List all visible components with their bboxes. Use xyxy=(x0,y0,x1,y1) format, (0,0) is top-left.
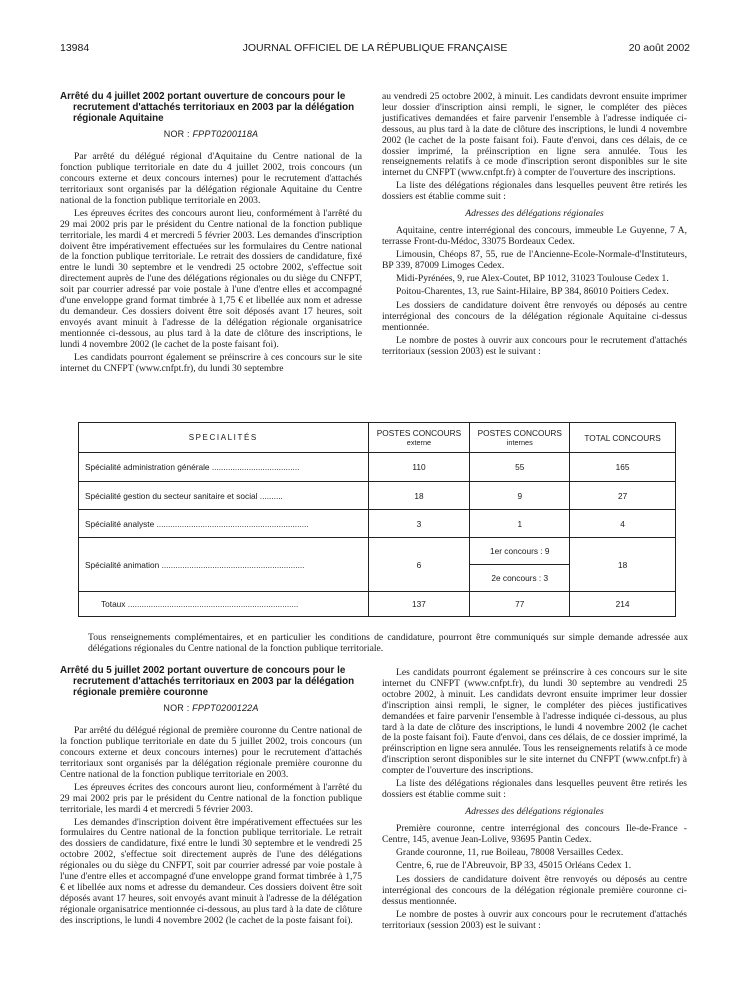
address-item: Limousin, Chéops 87, 55, rue de l'Ancienne-Ecole-Normale-d'Instituteurs, BP 339, 87009 Limoges Cedex. xyxy=(382,248,687,271)
row-label: Spécialité analyste .................................................................. xyxy=(79,510,369,538)
table-totals-row xyxy=(79,592,676,617)
row-label: Spécialité animation .............................................................. xyxy=(79,538,369,592)
address-item: Centre, 6, rue de l'Abreuvoir, BP 33, 45015 Orléans Cedex 1. xyxy=(396,859,632,871)
posts-table xyxy=(78,422,676,617)
article2-title: Arrêté du 5 juillet 2002 portant ouverture de concours pour le recrutement d'attachés territoriaux en 2003 par la délégation régionale première couronne xyxy=(60,665,355,698)
cell-externe: 18 xyxy=(368,482,470,510)
address-item: Aquitaine, centre interrégional des concours, immeuble Le Guyenne, 7 A, terrasse Front-du-Médoc, 33075 Bordeaux Cedex. xyxy=(382,224,687,247)
address-item: Poitou-Charentes, 13, rue Saint-Hilaire, BP 384, 86010 Poitiers Cedex. xyxy=(396,285,669,297)
address-item: Grande couronne, 11, rue Boileau, 78008 Versailles Cedex. xyxy=(396,846,624,858)
cell-externe: 6 xyxy=(368,538,470,592)
header-externe-label: POSTES CONCOURS xyxy=(376,427,462,438)
table-row xyxy=(79,482,676,510)
article2-paragraph: Le nombre de postes à ouvrir aux concours pour le recrutement d'attachés territoriaux (session 2003) est le suivant : xyxy=(382,909,687,932)
article1-column-right xyxy=(382,92,687,360)
article1-paragraph: Les épreuves écrites des concours auront lieu, conformément à l'arrêté du 29 mai 2002 pris par le président du Centre national de la fonction publique territoriale, les mardi 4 et mercredi 5 février 2003. Les demandes d'inscription doivent être impérativement effectuées sur les formulaires du Centre national de la fonction publique territoriale. Le retrait des dossiers de candidature, fixé entre le lundi 30 septembre et le vendredi 25 octobre 2002, s'effectue soit directement auprès de l'une des délégations régionales ou du siège du CNFPT, soit par courrier adressé par voie postale à l'une d'entre elles et accompagné d'une enveloppe grand format timbrée à 1,75 € et libellée aux nom et adresse du demandeur. Ces dossiers doivent être soit déposés avant 17 heures, soit envoyés avant minuit à l'adresse de la délégation régionale organisatrice mentionnée ci-dessous, au plus tard à la date de clôture des inscriptions, le lundi 4 novembre 2002 (le cachet de la poste faisant foi). xyxy=(60,207,362,350)
article1-paragraph: Le nombre de postes à ouvrir aux concours pour le recrutement d'attachés territoriaux (session 2003) est le suivant : xyxy=(382,335,687,358)
table-row xyxy=(79,510,676,538)
article1-title: Arrêté du 4 juillet 2002 portant ouverture de concours pour le recrutement d'attachés territoriaux en 2003 par la délégation régionale Aquitaine xyxy=(60,91,355,124)
header-externe-sub: externe xyxy=(406,437,432,447)
cell-total: 4 xyxy=(570,510,676,538)
cell-total: 214 xyxy=(570,592,676,617)
article2-paragraph: Les dossiers de candidature doivent être renvoyés ou déposés au centre interrégional des concours de la délégation régionale première couronne ci-dessus mentionnée. xyxy=(382,874,687,908)
cell-internes: 77 xyxy=(470,592,570,617)
article2-paragraph: Par arrêté du délégué régional de première couronne du Centre national de la fonction publique territoriale en date du 5 juillet 2002, trois concours (un concours externe et deux concours internes) pour le recrutement d'attachés territoriaux sont organisés par la délégation régionale première couronne du Centre national de la fonction publique territoriale en 2003. xyxy=(60,725,362,780)
cell-internes: 55 xyxy=(470,453,570,482)
header-externe xyxy=(368,423,470,453)
article1-paragraph: La liste des délégations régionales dans lesquelles peuvent être retirés les dossiers est établie comme suit : xyxy=(382,180,687,203)
cell-total: 18 xyxy=(570,538,676,592)
nor-label: NOR : xyxy=(163,703,190,714)
article1-paragraph: Les candidats pourront également se préinscrire à ces concours sur le site internet du CNFPT (www.cnfpt.fr), du lundi 30 septembre xyxy=(60,351,362,374)
article1-paragraph: Par arrêté du délégué régional d'Aquitaine du Centre national de la fonction publique territoriale en date du 4 juillet 2002, trois concours (un concours externe et deux concours internes) pour le recrutement d'attachés territoriaux sont organisés par la délégation régionale Aquitaine du Centre national de la fonction publique territoriale en 2003. xyxy=(60,151,362,206)
nor-code: FPPT0200118A xyxy=(192,129,259,140)
header-internes-label: POSTES CONCOURS xyxy=(477,427,562,438)
cell-internes: 9 xyxy=(470,482,570,510)
article2-paragraph: Les épreuves écrites des concours auront lieu, conformément à l'arrêté du 29 mai 2002 pris par le président du Centre national de la fonction publique territoriale, les mardi 4 et mercredi 5 février 2003. xyxy=(60,781,362,815)
nor-code: FPPT0200122A xyxy=(192,703,259,714)
header-internes xyxy=(470,423,570,453)
row-label-text: Spécialité analyste xyxy=(85,518,155,529)
row-label-text: Spécialité gestion du secteur sanitaire et social xyxy=(85,490,258,501)
cell-internes: 1 xyxy=(470,510,570,538)
article2-nor xyxy=(60,703,362,714)
cell-total: 165 xyxy=(570,453,676,482)
article2-paragraph: Les candidats pourront également se préinscrire à ces concours sur le site internet du CNFPT (www.cnfpt.fr), du lundi 30 septembre au vendredi 25 octobre 2002, à minuit. Les candidats devront ensuite imprimer leur dossier d'inscription ainsi rempli, le signer, le compléter des pièces justificatives demandées et faire parvenir l'ensemble à l'adresse indiquée ci-dessous, au plus tard à la date de clôture des inscriptions, le lundi 4 novembre 2002 (le cachet de la poste faisant foi). Faute d'envoi, dans ces délais, de ce dossier imprimé, la préinscription en ligne sera annulée. Tous les renseignements relatifs à ce mode d'inscription seront disponibles sur le site internet du CNFPT (www.cnfpt.fr) à compter de l'ouverture des inscriptions. xyxy=(382,667,687,777)
row-label: Spécialité administration générale ...................................... xyxy=(79,453,369,482)
address-item: Première couronne, centre interrégional des concours Ile-de-France - Centre, 145, avenue Jean-Lolive, 93695 Pantin Cedex. xyxy=(382,822,687,845)
article1-paragraph: au vendredi 25 octobre 2002, à minuit. Les candidats devront ensuite imprimer leur dossier d'inscription ainsi rempli, le signer, le compléter des pièces justificatives demandées et faire parvenir l'ensemble à l'adresse indiquée ci-dessous, au plus tard à la date de clôture des inscriptions, le lundi 4 novembre 2002 (le cachet de la poste faisant foi). Faute d'envoi, dans ces délais, de ce dossier imprimé, la préinscription en ligne sera annulée. Tous les renseignements relatifs à ce mode d'inscription seront disponibles sur le site internet du CNFPT (www.cnfpt.fr) à compter de l'ouverture des inscriptions. xyxy=(382,91,687,179)
address-item: Midi-Pyrénées, 9, rue Alex-Coutet, BP 1012, 31023 Toulouse Cedex 1. xyxy=(396,272,669,284)
page-header xyxy=(60,42,690,58)
addresses-heading: Adresses des délégations régionales xyxy=(465,208,604,220)
table-header-row xyxy=(79,423,676,453)
row-label-text: Totaux xyxy=(101,599,126,609)
nor-label: NOR : xyxy=(163,129,190,140)
row-label: Spécialité gestion du secteur sanitaire et social .......... xyxy=(79,482,369,510)
row-label: Totaux .......................................................................... xyxy=(79,592,369,617)
page-number: 13984 xyxy=(60,42,90,54)
header-specialites: SPECIALITÉS xyxy=(79,423,369,453)
cell-internes-first: 1er concours : 9 xyxy=(470,538,570,565)
article2-paragraph: La liste des délégations régionales dans lesquelles peuvent être retirés les dossiers est établie comme suit : xyxy=(382,778,687,800)
row-label-text: Spécialité animation xyxy=(85,559,160,570)
header-total: TOTAL CONCOURS xyxy=(570,423,676,453)
row-label-text: Spécialité administration générale xyxy=(85,462,210,472)
journal-title: JOURNAL OFFICIEL DE LA RÉPUBLIQUE FRANÇAISE xyxy=(242,42,508,54)
article2-paragraph: Les demandes d'inscription doivent être impérativement effectuées sur les formulaires du Centre national de la fonction publique territoriale. Le retrait des dossiers de candidature, fixé entre le lundi 30 septembre et le vendredi 25 octobre 2002, s'effectue soit directement auprès de l'une des délégations régionales ou du siège du CNFPT, soit par courrier adressé par voie postale à l'une d'entre elles et accompagné d'une enveloppe grand format timbrée à 1,75 € et libellée aux noms et adresse du demandeur. Ces dossiers doivent être soit déposés avant 17 heures, soit envoyés avant minuit à l'adresse de la délégation régionale organisatrice mentionnée ci-dessous, au plus tard à la date de clôture des inscriptions, le lundi 4 novembre 2002 (le cachet de la poste faisant foi). xyxy=(60,816,362,926)
issue-date: 20 août 2002 xyxy=(628,42,690,54)
cell-total: 27 xyxy=(570,482,676,510)
article1-nor xyxy=(60,129,362,140)
article1-paragraph: Les dossiers de candidature doivent être renvoyés ou déposés au centre interrégional des concours de la délégation régionale Aquitaine ci-dessus mentionnée. xyxy=(382,300,687,334)
header-internes-sub: internes xyxy=(506,437,533,447)
article1-column-left xyxy=(60,92,362,376)
table-row xyxy=(79,538,676,565)
cell-externe: 137 xyxy=(368,592,470,617)
article2-column-right xyxy=(382,668,687,934)
table-row xyxy=(79,453,676,482)
table-note: Tous renseignements complémentaires, et en particulier les conditions de candidature, pourront être communiqués sur simple demande adressée aux délégations régionales du Centre national de la fonction publique territoriale. xyxy=(88,632,688,654)
cell-internes-second: 2e concours : 3 xyxy=(470,565,570,592)
addresses-heading: Adresses des délégations régionales xyxy=(465,805,604,817)
article2-column-left xyxy=(60,666,362,929)
cell-externe: 110 xyxy=(368,453,470,482)
cell-externe: 3 xyxy=(368,510,470,538)
